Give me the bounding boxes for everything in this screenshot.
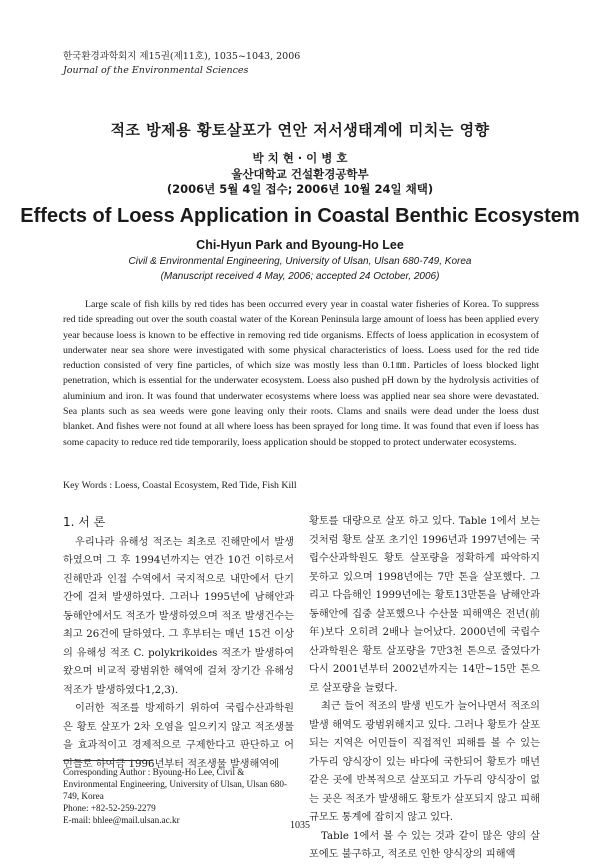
author-names-en: Chi-Hyun Park and Byoung-Ho Lee: [196, 238, 404, 252]
authors-korean: [0, 151, 600, 198]
page-number: 1035: [290, 820, 310, 831]
body-column-right: [309, 513, 540, 865]
paragraph-1: 우리나라 유해성 적조는 최초로 진해만에서 발생하였으며 그 후 1994년까지는 연간 10건 이하로서 진해만과 인접 수역에서 국지적으로 내만에서 단기간에 걸쳐 발생하였다. 그러나 1995년에 남해안과 동해안에서도 적조가 발생하였으며 적조 발생건수는 최고 26건에 달하였다. 그 후부터는 매년 15건 이상의 유해성 적조 C. polykrikoides 적조가 발생하여 왔으며 비교적 광범위한 해역에 걸쳐 장기간 유해성 적조가 발생하였다1,2,3).: [63, 536, 294, 696]
authors-english: [0, 237, 600, 284]
affiliation-ko: 울산대학교 건설환경공학부: [231, 166, 369, 181]
section-heading: 1. 서 론: [63, 515, 106, 529]
paragraph-4: 최근 들어 적조의 발생 빈도가 늘어나면서 적조의 발생 해역도 광범위해지고 있다. 그러나 황토가 살포되는 지역은 어민들이 직접적인 피해를 볼 수 있는 가두리 양식장이 있는 바다에 국한되어 황토가 매년 같은 곳에 반복적으로 살포되고 가두리 양식장이 없는 곳은 적조가 발생해도 황토가 살포되지 않고 피해규모도 통계에 잡히지 않고 있다.: [309, 701, 540, 823]
abstract: Large scale of fish kills by red tides has been occurred every year in coastal water fisheries of Korea. To suppress red tide spreading out over the south coastal water of the Korean Peninsula large amount of loess has been applied every year because loess is known to be effective in removing red tide organisms. Effects of loess application in ecosystem of underwater near sea shore were investigated with some physical characteristics of loess. Loess used for the red tide reduction consisted of very fine particles, of which size was mostly less than 0.1㎜. Particles of loess blocked light penetration, which is essential for the underwater ecosystem. Loess also pushed pH down by the hydrolysis activities of aluminium and iron. It was found that underwater ecosystems where loess was applied near sea shore were devastated. Sea plants such as sea weeds were gone leaving only their roots. Clams and snails were dead under the loess dust blanket. And fishes were not found at all where loess has been sprayed for long time. It was found that even if loess has some capacity to reduce red tide temporarily, loess application should be stopped to protect underwater ecosystems.: [63, 299, 539, 448]
dates-en: (Manuscript received 4 May, 2006; accepted 24 October, 2006): [160, 271, 440, 282]
title-korean: 적조 방제용 황토살포가 연안 저서생태계에 미치는 영향: [110, 121, 490, 139]
paragraph-5: Table 1에서 볼 수 있는 것과 같이 많은 양의 살포에도 불구하고, 적조로 인한 양식장의 피해액: [309, 830, 540, 860]
paragraph-2: 이러한 적조를 방제하기 위하여 국립수산과학원은 황토 살포가 2차 오염을 일으키지 않고 적조생물을 효과적이고 경제적으로 구제한다고 판단하고 어민들로 하여금 1996년부터 적조생물 발생해역에: [63, 703, 294, 770]
journal-citation-ko: 한국환경과학회지 제15권(제11호), 1035~1043, 2006: [63, 51, 301, 62]
dates-ko: (2006년 5월 4일 접수; 2006년 10월 24일 채택): [166, 182, 434, 196]
author-names-ko: 박 치 현 · 이 병 호: [252, 151, 348, 165]
journal-header: [63, 50, 300, 78]
title-english: Effects of Loess Application in Coastal Benthic Ecosystem: [20, 205, 580, 227]
email: E-mail: bhlee@mail.ulsan.ac.kr: [63, 815, 180, 825]
keywords: Key Words : Loess, Coastal Ecosystem, Red Tide, Fish Kill: [63, 480, 297, 491]
affiliation-en: Civil & Environmental Engineering, University of Ulsan, Ulsan 680-749, Korea: [128, 256, 472, 267]
correspondence-footnote: [63, 766, 294, 826]
footnote-divider: [63, 760, 153, 761]
paragraph-3: 황토를 대량으로 살포 하고 있다. Table 1에서 보는 것처럼 황토 살포 초기인 1996년과 1997년에는 국립수산과학원도 황토 살포량을 정확하게 파악하지 못하고 있으며 1998년에는 7만 톤을 살포했다. 그리고 다음해인 1999년에는 황토13만톤을 남해안과 동해안에 집중 살포했으나 수산물 피해액은 전년(前年)보다 오히려 2배나 늘어났다. 2000년에 국립수산과학원은 황토 살포량을 7만3천 톤으로 줄였다가 다시 2001년부터 2002년까지는 14만~15만 톤으로 살포량을 늘렸다.: [309, 516, 540, 694]
phone: Phone: +82-52-259-2279: [63, 803, 156, 813]
journal-name-en: Journal of the Environmental Sciences: [63, 65, 249, 76]
body-column-left: [63, 513, 294, 774]
corresponding-author: Corresponding Author : Byoung-Ho Lee, Civil & Environmental Engineering, University of Ulsan, Ulsan 680-749, Korea: [63, 767, 288, 801]
